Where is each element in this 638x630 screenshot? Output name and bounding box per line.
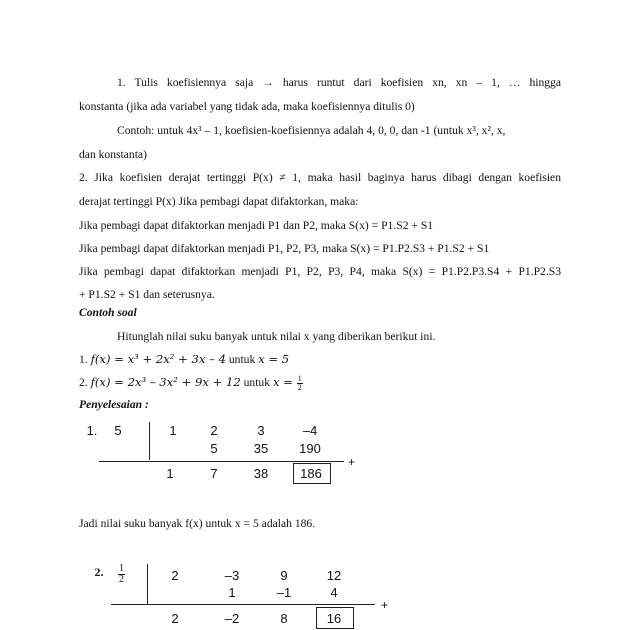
scheme-1-cell: 3: [257, 423, 265, 438]
scheme-1-divisor: 5: [114, 423, 122, 438]
paragraph-1-line-1: 1. Tulis koefisiennya saja → harus runtut dari koefisien xn, xn – 1, … hingga: [117, 76, 561, 89]
scheme-1-cell: 2: [210, 423, 218, 438]
scheme-1-cell: 1: [169, 423, 177, 438]
scheme-2-cell: 2: [171, 611, 179, 626]
paragraph-1-line-2: konstanta (jika ada variabel yang tidak ada, maka koefisiennya ditulis 0): [79, 100, 415, 113]
scheme-2-cell: –2: [224, 611, 240, 626]
paragraph-2-line-4: Jika pembagi dapat difaktorkan menjadi P1, P2, P3, maka S(x) = P1.P2.S3 + P1.S2 + S1: [79, 242, 490, 255]
scheme-2-cell: 1: [228, 585, 236, 600]
paragraph-2-line-3: Jika pembagi dapat difaktorkan menjadi P1 dan P2, maka S(x) = P1.S2 + S1: [79, 219, 434, 232]
problem-1-condition: x = 5: [258, 352, 290, 366]
problem-1-condition-text: untuk: [228, 353, 256, 366]
fraction-numerator: 1: [297, 374, 302, 383]
scheme-2-divisor-fraction: [118, 564, 125, 585]
problem-2-expression: f(x) = 2x³ – 3x² + 9x + 12: [90, 375, 241, 390]
example-line-1: Contoh: untuk 4x³ – 1, koefisien-koefisiennya adalah 4, 0, 0, dan -1 (untuk x³, x², x,: [117, 124, 506, 137]
scheme-2-cell: 4: [330, 585, 338, 600]
scheme-2-cell: 2: [171, 568, 179, 583]
problem-1-expression: f(x) = x³ + 2x² + 3x – 4: [90, 352, 226, 366]
scheme-2-divisor-denominator: 2: [119, 574, 124, 585]
scheme-1-cell: 35: [253, 441, 269, 456]
problem-2-condition-text: untuk: [243, 376, 271, 390]
scheme-2-plus-sign: +: [381, 598, 389, 612]
paragraph-2-line-5: Jika pembagi dapat difaktorkan menjadi P1, P2, P3, P4, maka S(x) = P1.P2.P3.S4 + P1.P2.S3: [79, 265, 561, 278]
problem-2-label: 2.: [79, 376, 88, 390]
scheme-2-label: 2.: [94, 565, 104, 579]
scheme-1-plus-sign: +: [348, 455, 356, 469]
scheme-2-divisor-numerator: 1: [119, 563, 124, 574]
scheme-2-result: 16: [326, 611, 342, 626]
penyelesaian-heading: Penyelesaian :: [79, 398, 149, 411]
scheme-2-sum-line: [111, 604, 375, 605]
problem-2: [79, 375, 561, 392]
scheme-2-vertical-line: [147, 564, 148, 605]
scheme-2-cell: 9: [280, 568, 288, 583]
paragraph-2-line-6: + P1.S2 + S1 dan seterusnya.: [79, 288, 215, 301]
paragraph-2-line-1: 2. Jika koefisien derajat tertinggi P(x) ≠ 1, maka hasil baginya harus dibagi dengan koefisien: [79, 171, 561, 184]
contoh-soal-heading: Contoh soal: [79, 306, 137, 319]
scheme-1-cell: 38: [253, 466, 269, 481]
scheme-1-result: 186: [300, 466, 322, 481]
fraction-denominator: 2: [297, 383, 302, 392]
paragraph-2-line-2: derajat tertinggi P(x) Jika pembagi dapat difaktorkan, maka:: [79, 195, 359, 208]
scheme-1-label: 1.: [86, 423, 98, 438]
scheme-1-cell: 1: [166, 466, 174, 481]
scheme-1-cell: 7: [210, 466, 218, 481]
scheme-2-cell: 12: [326, 568, 342, 583]
problem-1-label: 1.: [79, 353, 88, 366]
example-line-2: dan konstanta): [79, 148, 147, 161]
problem-2-fraction: [297, 375, 303, 392]
problem-1: [79, 352, 561, 367]
scheme-1-cell: 5: [210, 441, 218, 456]
scheme-2-cell: 8: [280, 611, 288, 626]
scheme-1-cell: 190: [299, 441, 321, 456]
scheme-2-cell: –1: [276, 585, 292, 600]
conclusion-1: Jadi nilai suku banyak f(x) untuk x = 5 adalah 186.: [79, 517, 316, 530]
scheme-1-cell: –4: [302, 423, 318, 438]
problem-intro: Hitunglah nilai suku banyak untuk nilai x yang diberikan berikut ini.: [117, 330, 436, 343]
scheme-2-cell: –3: [224, 568, 240, 583]
problem-2-condition-var: x =: [272, 375, 293, 390]
